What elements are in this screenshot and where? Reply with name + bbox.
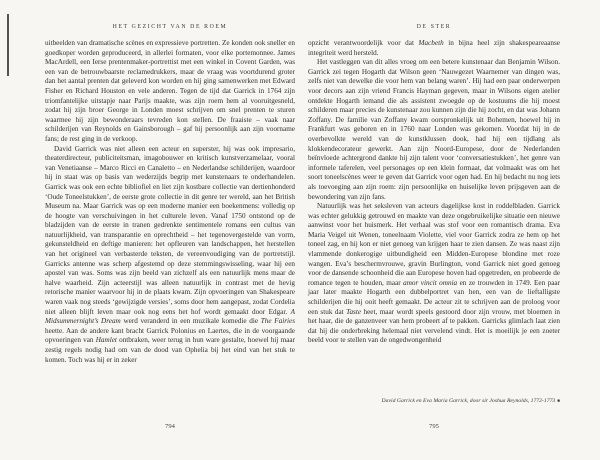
running-header-left: HET GEZICHT VAN DE ROEM xyxy=(112,24,228,30)
paragraph xyxy=(308,39,560,58)
text-segment: Macbeth xyxy=(418,39,444,47)
text-segment: The Fairies xyxy=(260,317,295,326)
text-segment: in bijna heel zijn shakespeareaanse integriteit werd hersteld. xyxy=(308,39,560,57)
text-segment: heet, maar wordt speels gestoord door zijn vrouw, met bloemen in het haar, die de ganzenveer van hem probeert af te pakken. Garricks glimlach laat zien dat hij die onderbreking helemaal niet vervelend vindt. Het is moeilijk je een zoeter beeld voor te stellen van de ongedwongenheid xyxy=(308,307,560,345)
text-segment: werd veranderd in een muzikale komedie die xyxy=(120,317,261,326)
body-text-right xyxy=(308,39,560,346)
paragraph xyxy=(308,58,560,202)
running-header-right: DE STER xyxy=(416,24,452,30)
text-segment: Taste xyxy=(346,307,362,316)
text-segment: Het vastleggen van dit alles vroeg om een betere kunstenaar dan Benjamin Wilson. Garrick zei tegen Hogarth dat Wilson geen ‘Nauwgezet Waarnemer van dingen was, zelfs niet van dewelke die voor hem van belang waren’. Hij had een paar onderwerpen voor decors aan zijn vriend Francis Hayman gegeven, maar in Wilsons eigen atelier ontdekte Hogarth iemand die als assistent zwoegde op de kostuums die hij moest schilderen maar precies de kunstenaar zou kunnen zijn die hij zocht, en dat was Johann Zoffany. De familie van Zoffany kwam oorspronkelijk uit Bohemen, hoewel hij in Frankfurt was geboren en in 1760 naar Londen was gekomen. Voordat hij in de overbevolkte wereld van de kunstklussen dook, had hij een tijdlang als klokkendecorateur gewerkt. Aan zijn Noord-Europese, door de Nederlanden beïnvloede achtergrond dankte hij zijn talent voor ‘conversatiestukken’, het genre van informele taferelen, veel personages op een klein formaat, dat volmaakt was om het soort toneelscènes weer te geven dat Garrick voor ogen had. En hij bedacht nu nog iets als toevoeging aan zijn roem: zijn persoonlijke en huiselijke leven prijsgeven aan de bewondering van zijn fans. xyxy=(308,58,560,201)
body-text-left xyxy=(45,39,295,365)
text-segment: heette. Aan de andere kant bracht Garrick Polonius en Laertes, die in de voorgaande opvoeringen van xyxy=(45,326,295,345)
text-segment: A Midsummernight’s Dream xyxy=(45,307,295,326)
page-number-right: 795 xyxy=(429,423,439,430)
text-segment: Hamlet xyxy=(95,336,117,345)
figure-caption xyxy=(308,398,560,404)
text-segment: uitbeelden van dramatische scènes en expressieve portretten. Ze konden ook sneller en goedkoper worden geproduceerd, in allerlei formaten, voor elke portemonnee. James MacArdell, een Ierse prentenmaker-portrettist met een winkel in Covent Garden, was een van de betrouwbaarste reclamedrukkers, maar de vraag was voortdurend groter dan het aantal prenten dat geleverd kon worden en hij ging samenwerken met Edward Fisher en Richard Houston en vele anderen. Tegen de tijd dat Garrick in 1764 zijn triomfantelijke uitstapje naar Parijs maakte, was zijn roem hem al vooruitgesneld, zodat hij zijn broer George in Londen moest schrijven om snel prenten te sturen waarmee hij zijn bewonderaars tevreden kon stellen. De fraaiste – vaak naar schilderijen van Reynolds en Gainsborough – gaf hij persoonlijk aan zijn voorname fans; de rest ging in de verkoop. xyxy=(45,39,295,143)
caption-text: David Garrick en Eva Maria Garrick, door sir Joshua Reynolds, 1772-1773 xyxy=(381,398,556,404)
text-segment: amor vincit omnia xyxy=(403,278,458,287)
paragraph xyxy=(45,39,295,145)
text-segment: Natuurlijk was het seksleven van acteurs dagelijkse kost in roddelbladen. Garrick was echter gelukkig getrouwd en maakte van deze ongebruikelijke situatie een nieuwe aanwinst voor het huismerk. Het verhaal was stof voor een romantisch drama. Eva Maria Veigel uit Wenen, toneelnaam Violette, viel voor Garrick zodra ze hem op het toneel zag, en hij kon er niet genoeg van krijgen haar te zien dansen. Ze was naast zijn vlammende donkerogige uitbundigheid een Midden-Europese blondine met roze wangen. Eva’s beschermvrouwe, gravin Burlington, vond Garrick niet goed genoeg voor de dansende schoonheid die aan Europese hoven had opgetreden, en probeerde de romance tegen te houden, maar xyxy=(308,202,560,287)
page-number-left: 794 xyxy=(165,423,175,430)
text-segment: ontbraken, weer terug in hun ware gestalte, hoewel hij maar zestig regels nodig had om van de dood van Ophelia bij het eind van het stuk te komen. Toch was hij er in zeker xyxy=(45,336,295,364)
text-segment: opzicht verantwoordelijk voor dat xyxy=(308,39,419,47)
page-edge-line xyxy=(7,14,9,76)
end-marker-icon: ■ xyxy=(557,398,560,403)
paragraph xyxy=(308,202,560,346)
paragraph xyxy=(45,145,295,366)
text-segment: David Garrick was niet alleen een acteur en superster, hij was ook impresario, theaterdirecteur, publiciteitsman, imagobouwer en kritisch kunstverzamelaar, vooral van Venetiaanse – Marco Ricci en Canaletto – en Nederlandse schilderijen, waardoor hij in staat was op basis van wederzijds begrip met kunstenaars te onderhandelen. Garrick was ook een echte bibliofiel en liet zijn kostbare collectie van dertienhonderd ‘Oude Toneelstukken’, de eerste grote collectie in dit genre ter wereld, aan het British Museum na. Maar Garrick was op een moderne manier een boekenmens: volledig op de hoogte van verschuivingen in het culturele leven. Vanaf 1750 ontstond op de bladzijden van de eerste in tranen gedrenkte sentimentele romans een cultus van natuurlijkheid, van transparantie en oprechtheid – het tegenovergestelde van vorm, gekunsteldheid en deftige manieren: het opfleuren van landschappen, het herstellen van het origineel van verbasterde teksten, de vereenvoudiging van de portretstijl. Garricks antenne was scherp afgestemd op deze stemmingswisseling, waar hij een apostel van was. Soms was zijn beeld van zichzelf als een natuurlijk mens maar de halve waarheid. Zijn acteerstijl was alleen natuurlijk in contrast met de hevig retorische manier waarvoor hij in de plaats kwam. Zijn opvoeringen van Shakespeare waren vaak nog steeds ‘gewijzigde versies’, soms door hem aangepast, zodat Cordelia niet alleen blijft leven maar ook nog eens het hof wordt gemaakt door Edgar. xyxy=(45,144,295,316)
text-segment: en ze trouwden in 1749. Een paar jaar later maakte Hogarth een dubbelportret van hen, een van de lieftalligste schilderijen die hij ooit heeft gemaakt. De acteur zit te schrijven aan de proloog voor een stuk dat xyxy=(308,278,560,316)
